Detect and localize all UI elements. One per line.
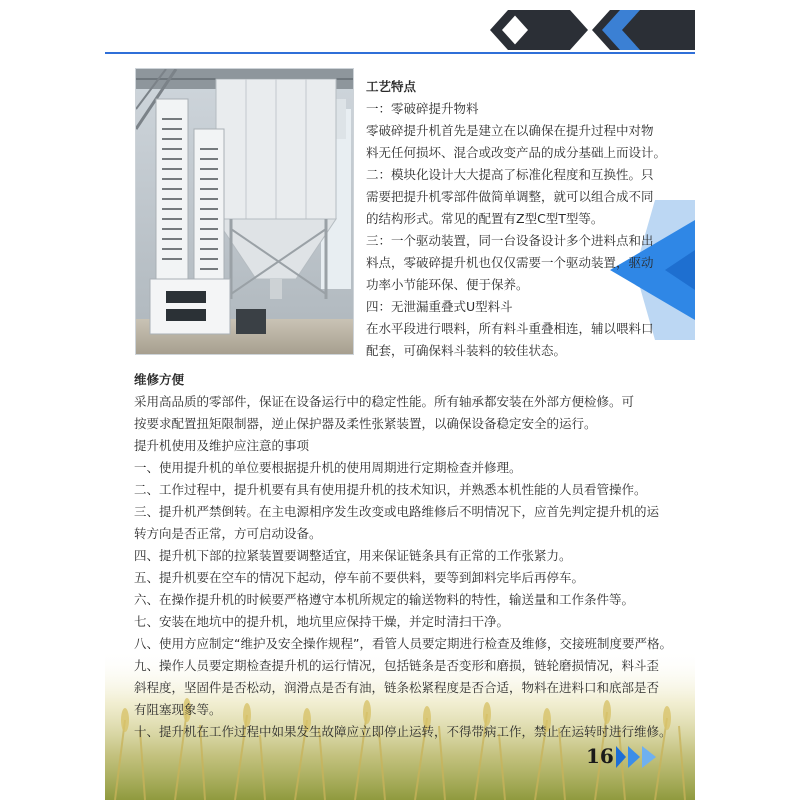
- maintenance-line: 提升机使用及维护应注意的事项: [134, 438, 310, 453]
- header-rule: [105, 52, 695, 54]
- feature-line: 三：一个驱动装置，同一台设备设计多个进料点和出: [366, 233, 654, 248]
- maintenance-line: 有阻塞现象等。: [134, 702, 222, 717]
- page-arrows-icon: [616, 746, 662, 768]
- maintenance-line: 四、提升机下部的拉紧装置要调整适宜，用来保证链条具有正常的工作张紧力。: [134, 548, 572, 563]
- feature-line: 四：无泄漏重叠式U型料斗: [366, 299, 513, 314]
- maintenance-line: 采用高品质的零部件，保证在设备运行中的稳定性能。所有轴承都安装在外部方便检修。可: [134, 394, 635, 409]
- header-chevrons-icon: [490, 10, 695, 50]
- feature-line: 料无任何损坏、混合或改变产品的成分基础上而设计。: [366, 145, 667, 160]
- feature-line: 一：零破碎提升物料: [366, 101, 479, 116]
- feature-line: 零破碎提升机首先是建立在以确保在提升过程中对物: [366, 123, 654, 138]
- feature-line: 在水平段进行喂料，所有料斗重叠相连，辅以喂料口: [366, 321, 654, 336]
- elevator-equipment-photo: [135, 68, 354, 355]
- maintenance-line: 五、提升机要在空车的情况下起动，停车前不要供料，要等到卸料完毕后再停车。: [134, 570, 585, 585]
- page-number: 16: [586, 744, 614, 768]
- process-features-section: [366, 76, 666, 362]
- feature-line: 的结构形式。常见的配置有Z型C型T型等。: [366, 211, 604, 226]
- feature-line: 配套，可确保料斗装料的较佳状态。: [366, 343, 567, 358]
- maintenance-line: 六、在操作提升机的时候要严格遵守本机所规定的输送物料的特性，输送量和工作条件等。: [134, 592, 635, 607]
- maintenance-line: 转方向是否正常，方可启动设备。: [134, 526, 322, 541]
- maintenance-section: [134, 369, 674, 743]
- maintenance-line: 九、操作人员要定期检查提升机的运行情况，包括链条是否变形和磨损，链轮磨损情况，料斗歪: [134, 658, 660, 673]
- process-features-title: 工艺特点: [366, 79, 417, 94]
- feature-line: 二：模块化设计大大提高了标准化程度和互换性。只: [366, 167, 654, 182]
- maintenance-line: 一、使用提升机的单位要根据提升机的使用周期进行定期检查并修理。: [134, 460, 522, 475]
- maintenance-line: 斜程度，坚固件是否松动，润滑点是否有油，链条松紧程度是否合适，物料在进料口和底部是否: [134, 680, 660, 695]
- maintenance-title: 维修方便: [134, 372, 185, 387]
- feature-line: 料点，零破碎提升机也仅仅需要一个驱动装置，驱动: [366, 255, 654, 270]
- maintenance-line: 按要求配置扭矩限制器，逆止保护器及柔性张紧装置，以确保设备稳定安全的运行。: [134, 416, 597, 431]
- maintenance-line: 十、提升机在工作过程中如果发生故障应立即停止运转，不得带病工作，禁止在运转时进行维修。: [134, 724, 672, 739]
- maintenance-line: 三、提升机严禁倒转。在主电源相序发生改变或电路维修后不明情况下，应首先判定提升机的运: [134, 504, 660, 519]
- maintenance-line: 二、工作过程中，提升机要有具有使用提升机的技术知识，并熟悉本机性能的人员看管操作。: [134, 482, 647, 497]
- maintenance-line: 八、使用方应制定“维护及安全操作规程”，看管人员要定期进行检查及维修，交接班制度要严格。: [134, 636, 672, 651]
- feature-line: 需要把提升机零部件做简单调整，就可以组合成不同: [366, 189, 654, 204]
- maintenance-line: 七、安装在地坑中的提升机，地坑里应保持干燥，并定时清扫干净。: [134, 614, 510, 629]
- feature-line: 功率小节能环保、便于保养。: [366, 277, 529, 292]
